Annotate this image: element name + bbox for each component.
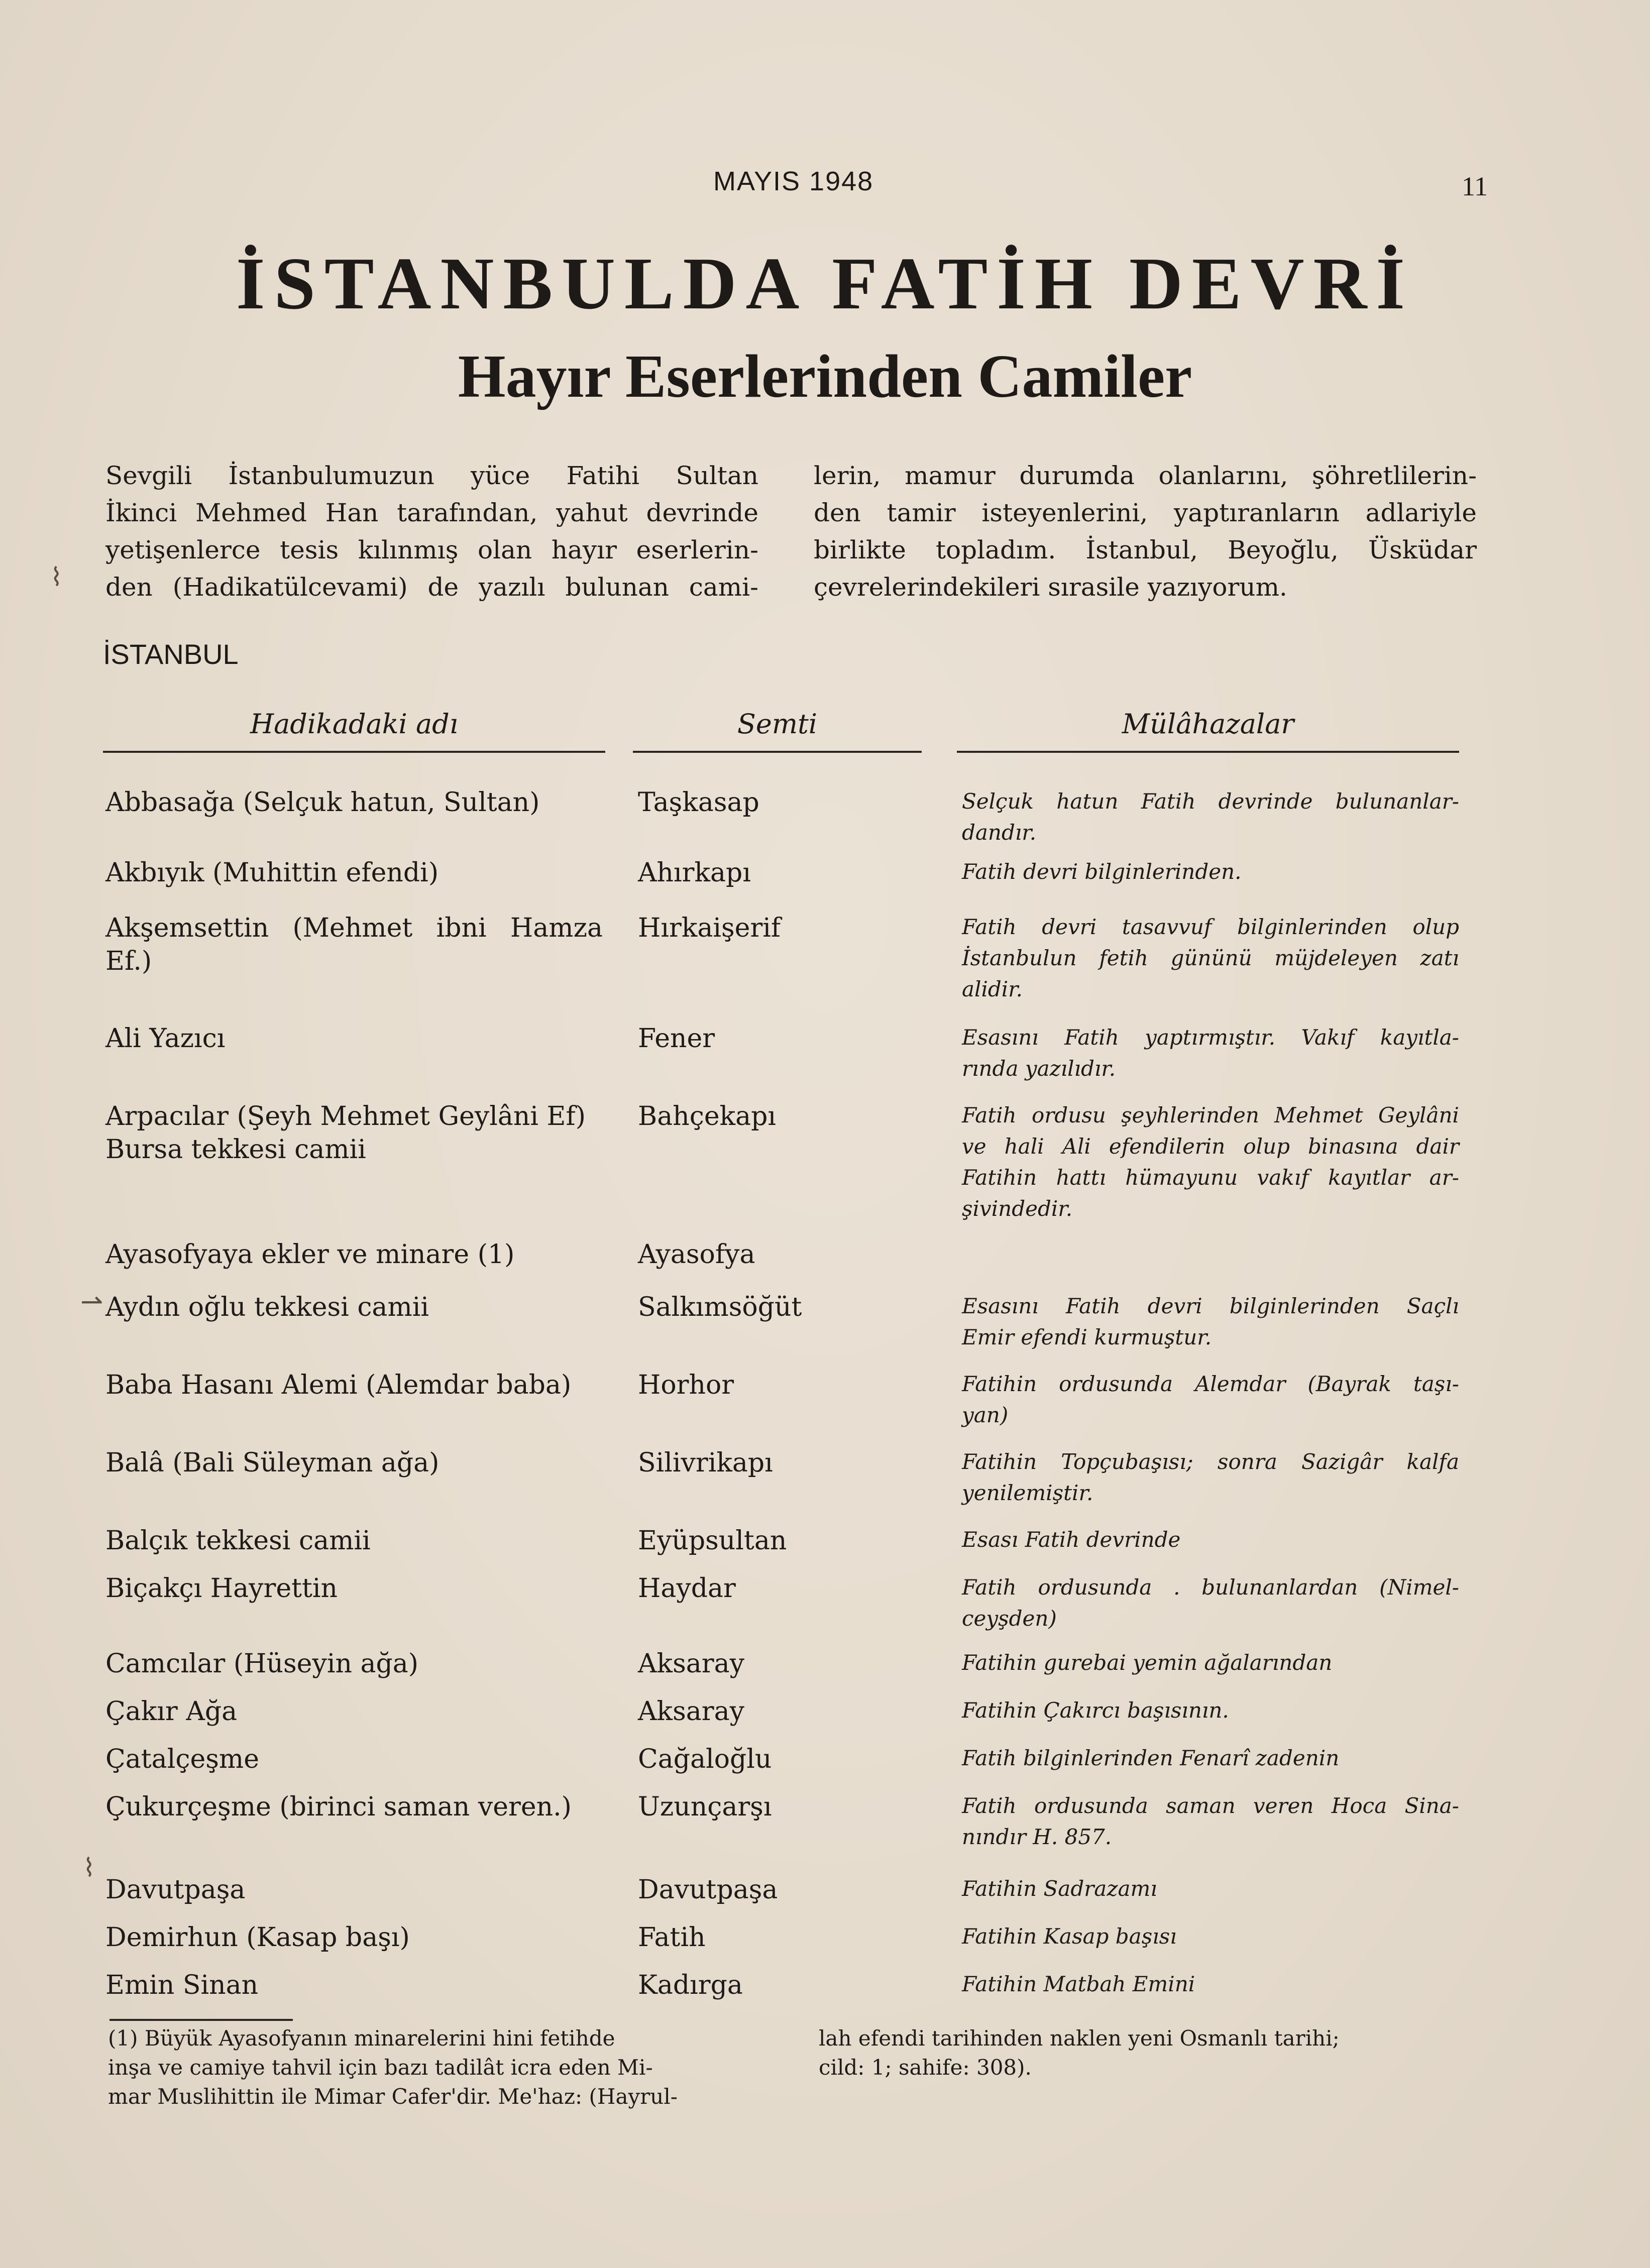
article-title: İSTANBULDA FATİH DEVRİ — [236, 243, 1414, 325]
mosque-name-line: Balâ (Bali Süleyman ağa) — [105, 1448, 439, 1478]
intro-line: Sevgili İstanbulumuzun yüce Fatihi Sultan — [105, 461, 758, 490]
district: Taşkasap — [638, 787, 759, 818]
mosque-name-line: Ef.) — [105, 946, 152, 976]
footnote-right — [819, 2024, 1467, 2082]
note — [962, 1921, 1459, 1952]
mosque-name-line: Bursa tekkesi camii — [105, 1135, 366, 1165]
intro-line: İkinci Mehmed Han tarafından, yahut devrinde — [105, 498, 758, 527]
mosque-name — [105, 1022, 603, 1055]
mosque-name — [105, 1647, 603, 1680]
note-line: ceyşden) — [962, 1606, 1057, 1631]
note-line: Fatih ordusunda saman veren Hoca Sina- — [962, 1793, 1459, 1818]
intro-line: çevrelerindekileri sırasile yazıyorum. — [814, 573, 1287, 602]
note-line: yan) — [962, 1403, 1009, 1427]
note — [962, 1369, 1459, 1431]
mosque-name-line: Abbasağa (Selçuk hatun, Sultan) — [105, 787, 540, 818]
district: Hırkaişerif — [638, 913, 781, 943]
mosque-name — [105, 856, 603, 889]
note — [962, 1647, 1459, 1678]
note — [962, 1022, 1459, 1084]
note-line: Fatihin Kasap başısı — [962, 1924, 1177, 1949]
note-line: Esası Fatih devrinde — [962, 1527, 1181, 1552]
district: Uzunçarşı — [638, 1792, 772, 1822]
note-line: rında yazılıdır. — [962, 1056, 1116, 1081]
note-line: Fatih ordusu şeyhlerinden Mehmet Geylâni — [962, 1103, 1459, 1127]
mosque-name-line: Emin Sinan — [105, 1970, 259, 2000]
article-subtitle: Hayır Eserlerinden Camiler — [458, 343, 1192, 410]
note — [962, 1695, 1459, 1726]
note — [962, 1291, 1459, 1353]
intro-column-left — [105, 457, 758, 606]
district: Aksaray — [638, 1649, 744, 1679]
note — [962, 1100, 1459, 1224]
mosque-name-line: Çatalçeşme — [105, 1744, 259, 1774]
district: Salkımsöğüt — [638, 1292, 802, 1322]
footnote-line: mar Muslihittin ile Mimar Cafer'dir. Me'haz: (Hayrul- — [108, 2084, 678, 2109]
mosque-name-line: Biçakçı Hayrettin — [105, 1573, 338, 1604]
intro-column-right — [814, 457, 1477, 606]
column-header-district: Semti — [633, 708, 922, 753]
issue-date: MAYIS 1948 — [713, 166, 874, 196]
mosque-name — [105, 1100, 603, 1166]
note-line: Fatihin Sadrazamı — [962, 1876, 1157, 1901]
column-header-notes: Mülâhazalar — [957, 708, 1459, 753]
note — [962, 1572, 1459, 1634]
mosque-name — [105, 786, 603, 819]
note-line: Fatihin Matbah Emini — [962, 1972, 1195, 1996]
note-line: şivindedir. — [962, 1196, 1073, 1221]
note-line: ve hali Ali efendilerin olup binasına dair — [962, 1134, 1459, 1159]
mosque-name-line: Akşemsettin (Mehmet ibni Hamza — [105, 913, 603, 943]
district: Ayasofya — [638, 1239, 755, 1270]
mosque-name — [105, 1572, 603, 1605]
note-line: Esasını Fatih yaptırmıştır. Vakıf kayıtla- — [962, 1025, 1459, 1050]
mosque-name — [105, 1969, 603, 2002]
intro-line: yetişenlerce tesis kılınmış olan hayır eserlerin- — [105, 535, 758, 564]
mosque-name — [105, 1238, 603, 1271]
note — [962, 786, 1459, 848]
district: Ahırkapı — [638, 858, 751, 888]
mosque-name-line: Çukurçeşme (birinci saman veren.) — [105, 1792, 572, 1822]
note — [962, 1873, 1459, 1904]
mosque-name — [105, 1369, 603, 1402]
footnote-rule — [109, 2019, 293, 2021]
note-line: nındır H. 857. — [962, 1825, 1112, 1849]
note-line: Fatih ordusunda . bulunanlardan (Nimel- — [962, 1575, 1459, 1600]
mosque-name — [105, 1921, 603, 1954]
intro-line: den tamir isteyenlerini, yaptıranların adlariyle — [814, 498, 1477, 527]
note-line: Selçuk hatun Fatih devrinde bulunanlar- — [962, 789, 1459, 814]
note — [962, 1524, 1459, 1555]
mosque-name-line: Demirhun (Kasap başı) — [105, 1922, 410, 1953]
mosque-name-line: Ali Yazıcı — [105, 1024, 226, 1054]
footnote-line: (1) Büyük Ayasofyanın minarelerini hini fetihde — [108, 2026, 615, 2051]
note-line: Fatih devri bilginlerinden. — [962, 859, 1242, 884]
mosque-name — [105, 1524, 603, 1557]
mosque-name-line: Camcılar (Hüseyin ağa) — [105, 1649, 419, 1679]
mosque-name-line: Baba Hasanı Alemi (Alemdar baba) — [105, 1370, 572, 1400]
mosque-name-line: Akbıyık (Muhittin efendi) — [105, 858, 439, 888]
note-line: Fatihin ordusunda Alemdar (Bayrak taşı- — [962, 1372, 1459, 1396]
footnote-line: cild: 1; sahife: 308). — [819, 2055, 1032, 2080]
note — [962, 912, 1459, 1005]
intro-line: den (Hadikatülcevami) de yazılı bulunan cami- — [105, 573, 758, 602]
margin-mark: ⌇ — [83, 1853, 95, 1882]
mosque-name — [105, 1743, 603, 1776]
mosque-name-line: Aydın oğlu tekkesi camii — [105, 1292, 429, 1322]
district: Davutpaşa — [638, 1875, 778, 1905]
mosque-name — [105, 1790, 603, 1824]
margin-mark: ⌇ — [50, 562, 63, 592]
mosque-name-line: Ayasofyaya ekler ve minare (1) — [105, 1239, 515, 1270]
note-line: alidir. — [962, 977, 1023, 1001]
district: Cağaloğlu — [638, 1744, 772, 1774]
note-line: Fatihin Topçubaşısı; sonra Sazigâr kalfa — [962, 1449, 1459, 1474]
note-line: İstanbulun fetih gününü müjdeleyen zatı — [962, 946, 1459, 970]
footnote-left — [108, 2024, 776, 2111]
note — [962, 1790, 1459, 1853]
mosque-name — [105, 1695, 603, 1728]
intro-line: birlikte topladım. İstanbul, Beyoğlu, Üsküdar — [814, 535, 1477, 564]
district: Haydar — [638, 1573, 736, 1604]
note-line: dandır. — [962, 820, 1037, 845]
note-line: yenilemiştir. — [962, 1481, 1093, 1505]
note-line: Fatihin hattı hümayunu vakıf kayıtlar ar- — [962, 1165, 1459, 1190]
note-line: Fatih devri tasavvuf bilginlerinden olup — [962, 915, 1459, 939]
note — [962, 1743, 1459, 1774]
mosque-name — [105, 1291, 603, 1324]
column-header-name: Hadikadaki adı — [103, 708, 605, 753]
mosque-name-line: Arpacılar (Şeyh Mehmet Geylâni Ef) — [105, 1101, 586, 1131]
note-line: Esasını Fatih devri bilginlerinden Saçlı — [962, 1294, 1459, 1318]
mosque-name-line: Davutpaşa — [105, 1875, 246, 1905]
note-line: Fatih bilginlerinden Fenarî zadenin — [962, 1746, 1340, 1770]
note — [962, 856, 1459, 887]
note-line: Fatihin Çakırcı başısının. — [962, 1698, 1229, 1723]
note — [962, 1446, 1459, 1509]
district: Kadırga — [638, 1970, 743, 2000]
page-number: 11 — [1462, 171, 1488, 201]
note-line: Fatihin gurebai yemin ağalarından — [962, 1650, 1333, 1675]
district: Eyüpsultan — [638, 1526, 787, 1556]
note — [962, 1969, 1459, 2000]
note-line: Emir efendi kurmuştur. — [962, 1325, 1212, 1349]
mosque-name — [105, 1446, 603, 1480]
footnote-line: inşa ve camiye tahvil için bazı tadilât icra eden Mi- — [108, 2055, 653, 2080]
mosque-name — [105, 912, 603, 978]
mosque-name-line: Çakır Ağa — [105, 1696, 238, 1727]
footnote-line: lah efendi tarihinden naklen yeni Osmanlı tarihi; — [819, 2026, 1340, 2051]
mosque-name-line: Balçık tekkesi camii — [105, 1526, 371, 1556]
section-heading: İSTANBUL — [103, 638, 239, 670]
margin-mark: ⇀ — [80, 1286, 103, 1317]
district: Fatih — [638, 1922, 706, 1953]
district: Bahçekapı — [638, 1101, 777, 1131]
district: Silivrikapı — [638, 1448, 773, 1478]
district: Horhor — [638, 1370, 734, 1400]
district: Fener — [638, 1024, 715, 1054]
district: Aksaray — [638, 1696, 744, 1727]
intro-line: lerin, mamur durumda olanlarını, şöhretlilerin- — [814, 461, 1477, 490]
mosque-name — [105, 1873, 603, 1906]
